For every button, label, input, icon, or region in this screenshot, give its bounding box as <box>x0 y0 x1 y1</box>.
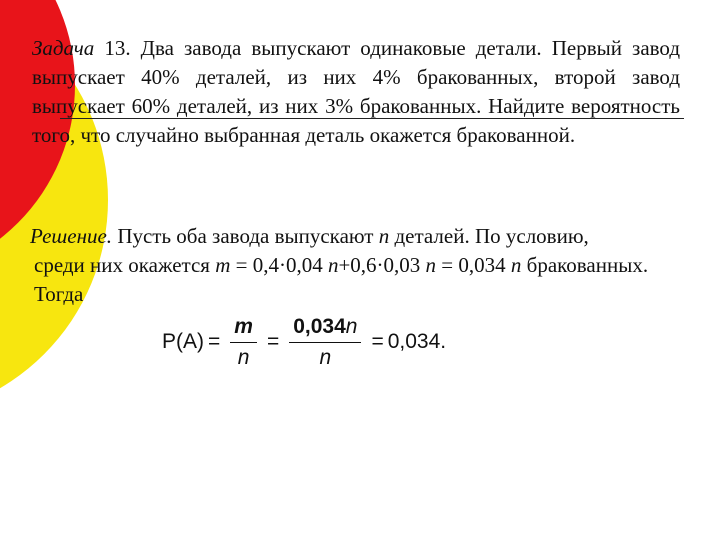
variable-n: n <box>510 253 522 277</box>
variable-n: n <box>425 253 437 277</box>
solution-line-2 <box>30 251 720 280</box>
fraction-numerator: m <box>234 314 253 338</box>
formula-lhs: P(A) <box>162 330 204 353</box>
numerator-variable: n <box>345 314 358 338</box>
fraction-0034n-over-n <box>289 315 361 370</box>
solution-text-part: = 0,034 <box>436 253 511 277</box>
solution-line-3: Тогда <box>34 282 84 306</box>
variable-n: n <box>327 253 339 277</box>
variable-n: n <box>378 224 390 248</box>
solution-text-part: +0,6·0,03 <box>338 253 426 277</box>
solution-text-part: бракованных. <box>521 253 649 277</box>
problem-label: Задача <box>32 36 95 60</box>
solution-text-part: среди них окажется <box>34 253 216 277</box>
fraction-denominator: n <box>319 345 332 369</box>
solution-text-part: Пусть оба завода выпускают <box>112 224 379 248</box>
formula-result: 0,034. <box>387 330 447 353</box>
solution-text <box>30 222 720 309</box>
solution-text-part: = 0,4·0,04 <box>230 253 328 277</box>
numerator-coefficient: 0,034 <box>293 314 346 338</box>
solution-line-1 <box>30 222 720 251</box>
fraction-numerator <box>289 315 361 342</box>
equals-sign: = <box>208 330 221 353</box>
probability-formula <box>162 310 446 374</box>
solution-text-part: деталей. По условию, <box>389 224 589 248</box>
fraction-m-over-n <box>230 315 257 370</box>
solution-label: Решение. <box>30 224 113 248</box>
variable-m: m <box>215 253 231 277</box>
fraction-denominator: n <box>237 345 250 369</box>
problem-text <box>32 34 680 150</box>
equals-sign: = <box>371 330 384 353</box>
problem-body: 13. Два завода выпускают одинаковые детали. Первый завод выпускает 40% деталей, из них 4% бракованных, второй завод выпускает 60% деталей, из них 3% бракованных. Найдите вероятность того, что случайно выбранная деталь окажется бракованной. <box>32 36 680 147</box>
equals-sign: = <box>266 330 280 353</box>
